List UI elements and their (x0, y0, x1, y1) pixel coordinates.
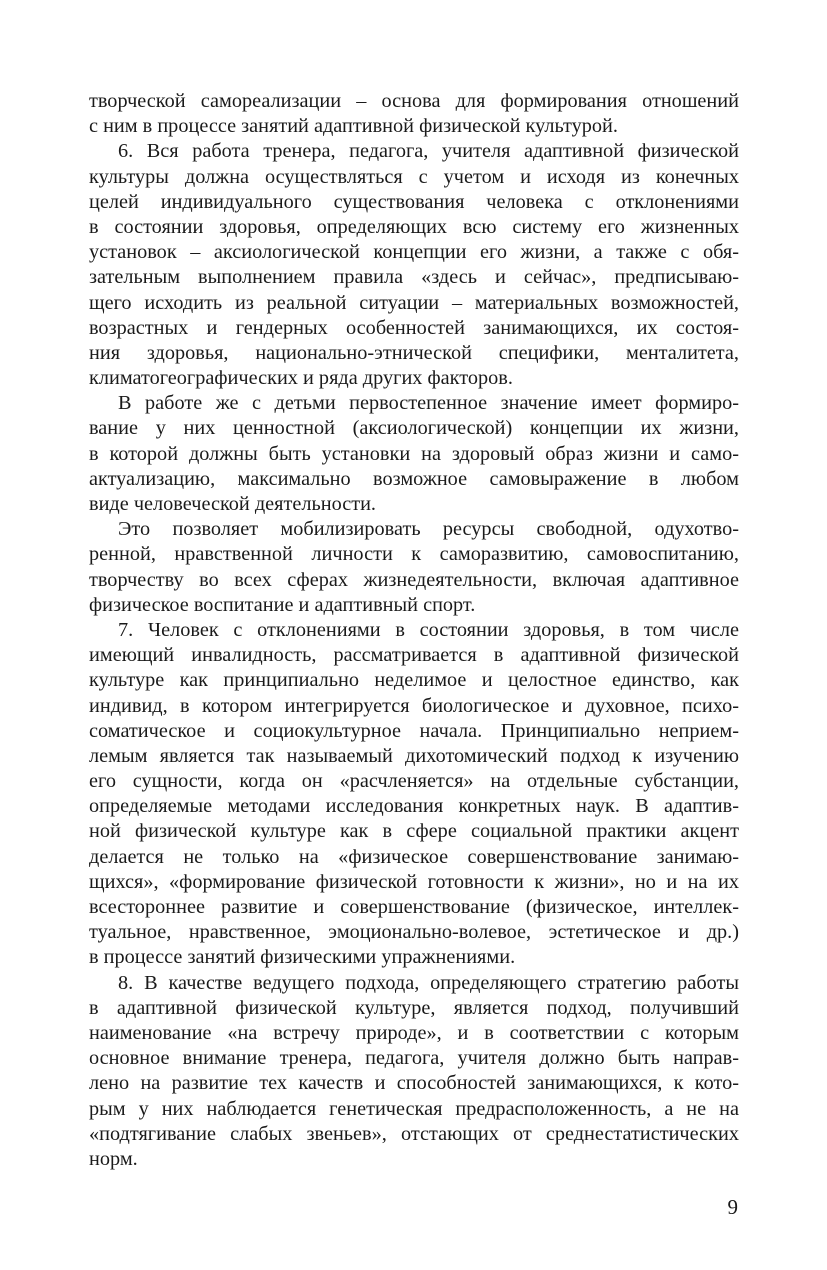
text-line: виде человеческой деятельности. (89, 493, 377, 515)
text-line: основное внимание тренера, педагога, учителя должно быть направ- (89, 1047, 739, 1070)
text-line: актуализацию, максимально возможное самовыражение в любом (89, 467, 739, 490)
text-line: ной физической культуре как в сфере социальной практики акцент (89, 820, 739, 843)
text-line: в которой должны быть установки на здоровый образ жизни и само- (89, 442, 739, 465)
text-line: ния здоровья, национально-этнической специфики, менталитета, (89, 341, 739, 364)
text-line: 7. Человек с отклонениями в состоянии здоровья, в том числе (118, 618, 739, 641)
text-line: в процессе занятий физическими упражнениями. (89, 946, 516, 969)
text-line: 6. Вся работа тренера, педагога, учителя адаптивной физической (118, 140, 739, 163)
text-line: В работе же с детьми первостепенное значение имеет формиро- (118, 392, 739, 415)
text-line: ренной, нравственной личности к саморазвитию, самовоспитанию, (89, 543, 739, 566)
text-line: делается не только на «физическое совершенствование занимаю- (89, 845, 739, 868)
text-line: творческой самореализации – основа для формирования отношений (89, 90, 739, 112)
text-line: наименование «на встречу природе», и в соответствии с которым (89, 1021, 739, 1044)
text-line: рым у них наблюдается генетическая предрасположенность, а не на (89, 1097, 739, 1120)
paragraph-item-7 (89, 618, 739, 971)
text-line: соматическое и социокультурное начала. Принципиально неприем- (89, 719, 739, 742)
paragraph-continuation (89, 89, 739, 139)
text-line: 8. В качестве ведущего подхода, определяющего стратегию работы (118, 971, 739, 994)
text-line: возрастных и гендерных особенностей занимающихся, их состоя- (89, 316, 739, 339)
text-line: в состоянии здоровья, определяющих всю систему его жизненных (89, 215, 739, 238)
text-line: в адаптивной физической культуре, является подход, получивший (89, 996, 739, 1019)
text-line: культуры должна осуществляться с учетом и исходя из конечных (89, 165, 739, 188)
text-line: вание у них ценностной (аксиологической) концепции их жизни, (89, 417, 739, 440)
text-line: установок – аксиологической концепции его жизни, а также с обя- (89, 241, 739, 264)
text-line: Это позволяет мобилизировать ресурсы свободной, одухотво- (118, 518, 739, 541)
text-line: его сущности, когда он «расчленяется» на отдельные субстанции, (89, 770, 739, 793)
text-line: лемым является так называемый дихотомический подход к изучению (89, 744, 739, 767)
text-line: физическое воспитание и адаптивный спорт. (89, 593, 476, 616)
text-line: творчеству во всех сферах жизнедеятельности, включая адаптивное (89, 568, 739, 591)
text-line: климатогеографических и ряда других факторов. (89, 367, 513, 390)
text-line: индивид, в котором интегрируется биологическое и духовное, психо- (89, 694, 739, 717)
text-line: имеющий инвалидность, рассматривается в адаптивной физической (89, 644, 739, 667)
text-line: щего исходить из реальной ситуации – материальных возможностей, (89, 291, 739, 314)
page-body (89, 89, 739, 1172)
paragraph-children (89, 391, 739, 517)
text-line: всестороннее развитие и совершенствование (физическое, интеллек- (89, 896, 739, 918)
text-line: щихся», «формирование физической готовности к жизни», но и на их (89, 870, 739, 893)
text-line: норм. (89, 1147, 138, 1170)
text-line: целей индивидуального существования человека с отклонениями (89, 190, 739, 213)
page-number: 9 (727, 1195, 738, 1219)
text-line: с ним в процессе занятий адаптивной физической культурой. (89, 115, 618, 138)
text-line: культуре как принципиально неделимое и целостное единство, как (89, 669, 739, 692)
text-line: зательным выполнением правила «здесь и сейчас», предписываю- (89, 266, 739, 289)
paragraph-mobilize (89, 517, 739, 618)
paragraph-item-8 (89, 971, 739, 1173)
paragraph-item-6 (89, 139, 739, 391)
text-line: лено на развитие тех качеств и способностей занимающихся, к кото- (89, 1072, 739, 1095)
text-line: туальное, нравственное, эмоционально-волевое, эстетическое и др.) (89, 921, 739, 944)
text-line: «подтягивание слабых звеньев», отстающих от среднестатистических (89, 1122, 739, 1145)
text-line: определяемые методами исследования конкретных наук. В адаптив- (89, 795, 739, 818)
